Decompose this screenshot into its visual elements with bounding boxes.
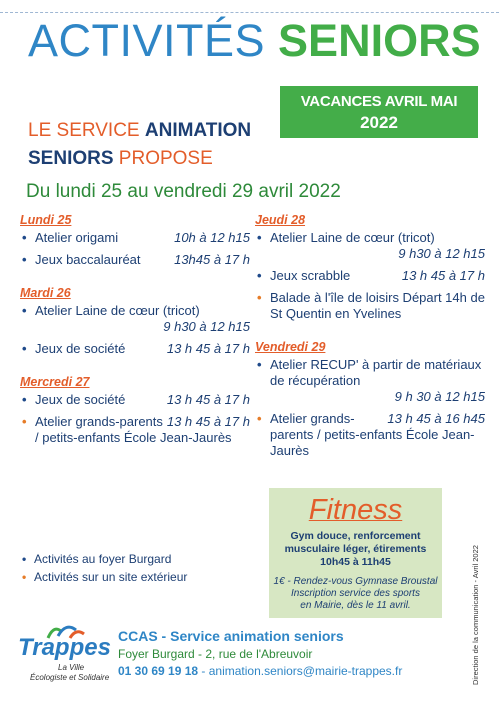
fitness-title: Fitness xyxy=(308,494,403,526)
activity-time: 13 h 45 à 17 h xyxy=(166,392,250,407)
activity-label: Atelier RECUP' à partir de matériaux de récupération xyxy=(270,357,482,388)
badge-line-1: VACANCES AVRIL MAI xyxy=(300,93,458,110)
intro-w3: SENIORS xyxy=(28,148,114,169)
footer-phone: 01 30 69 19 18 xyxy=(118,664,199,678)
blue-bullet-icon: • xyxy=(22,552,27,566)
activity-item xyxy=(255,290,485,322)
side-note xyxy=(470,545,482,685)
fitness-info-1: 1€ - Rendez-vous Gymnase Broustal xyxy=(273,576,438,587)
intro-w1: LE SERVICE xyxy=(28,120,145,141)
side-note-text: Direction de la communication - Avril 2022 xyxy=(471,545,480,685)
fitness-box xyxy=(269,488,442,618)
footer-service: CCAS - Service animation seniors xyxy=(118,628,344,644)
logo-tag-1: La Ville xyxy=(58,663,85,672)
activity-item xyxy=(255,230,485,262)
activity-label: Jeux de société xyxy=(35,341,126,356)
activity-label: Atelier origami xyxy=(35,230,119,245)
fitness-desc-3: 10h45 à 11h45 xyxy=(320,556,391,568)
footer xyxy=(118,628,402,678)
badge-line-2: 2022 xyxy=(360,113,398,132)
day-heading: Lundi 25 xyxy=(20,213,72,227)
activity-time: 13 h 45 à 16 h45 xyxy=(387,411,485,426)
activity-item xyxy=(20,414,250,446)
activity-time: 9 h30 à 12 h15 xyxy=(398,246,485,261)
activity-item xyxy=(255,268,485,284)
activity-time: 13 h 45 à 17 h xyxy=(401,268,485,283)
blue-bullet-icon: • xyxy=(22,252,27,267)
activity-item xyxy=(20,341,250,357)
activity-time: 13h45 à 17 h xyxy=(174,252,250,267)
activity-item xyxy=(255,357,485,405)
activity-label: Jeux baccalauréat xyxy=(35,252,141,267)
title-seniors: SENIORS xyxy=(278,15,481,66)
footer-email[interactable]: animation.seniors@mairie-trappes.fr xyxy=(208,664,403,678)
blue-bullet-icon: • xyxy=(22,392,27,407)
blue-bullet-icon: • xyxy=(257,357,262,372)
legend xyxy=(22,550,187,586)
trappes-logo xyxy=(18,622,111,682)
activity-time: 10h à 12 h15 xyxy=(174,230,250,245)
page-title xyxy=(28,15,481,66)
activity-time: 9 h 30 à 12 h15 xyxy=(394,389,485,404)
vacances-badge xyxy=(280,86,478,138)
activity-time: 9 h30 à 12 h15 xyxy=(163,319,250,334)
blue-bullet-icon: • xyxy=(22,230,27,245)
logo-name: Trappes xyxy=(18,634,111,661)
top-dashed-rule xyxy=(0,12,499,13)
title-activites: ACTIVITÉS xyxy=(28,15,279,66)
logo-tag-2: Écologiste et Solidaire xyxy=(30,673,110,682)
footer-address: Foyer Burgard - 2, rue de l'Abreuvoir xyxy=(118,647,313,661)
footer-contact: 01 30 69 19 18 - animation.seniors@mairie-trappes.fr xyxy=(118,664,403,678)
activity-time: 13 h 45 à 17 h xyxy=(166,414,250,429)
activity-item xyxy=(255,411,485,459)
blue-bullet-icon: • xyxy=(257,230,262,245)
fitness-desc-1: Gym douce, renforcement xyxy=(290,530,421,542)
day-heading: Mercredi 27 xyxy=(20,375,90,389)
activity-time: 13 h 45 à 17 h xyxy=(166,341,250,356)
activity-label: Atelier grands-parents / petits-enfants École Jean-Jaurès xyxy=(270,411,475,458)
activity-item xyxy=(20,230,250,246)
blue-bullet-icon: • xyxy=(257,268,262,283)
fitness-desc-2: musculaire léger, étirements xyxy=(284,543,427,555)
day-heading: Mardi 26 xyxy=(20,286,71,300)
intro-w2: ANIMATION xyxy=(144,120,252,141)
intro-w4: PROPOSE xyxy=(113,148,213,169)
activity-label: Balade à l'île de loisirs Départ 14h de St Quentin en Yvelines xyxy=(270,290,485,321)
legend-foyer: • Activités au foyer Burgard xyxy=(22,552,172,566)
activity-label: Jeux scrabble xyxy=(270,268,351,283)
legend-exterieur: • Activités sur un site extérieur xyxy=(22,570,188,584)
intro-text xyxy=(28,117,251,173)
blue-bullet-icon: • xyxy=(22,303,27,318)
activity-item xyxy=(20,392,250,408)
activity-label: Atelier Laine de cœur (tricot) xyxy=(35,303,200,318)
activity-label: Jeux de société xyxy=(35,392,126,407)
orange-bullet-icon: • xyxy=(22,414,27,429)
activity-label: Atelier Laine de cœur (tricot) xyxy=(270,230,435,245)
schedule-right-column xyxy=(255,213,485,465)
fitness-info-2: Inscription service des sports xyxy=(291,588,420,599)
schedule-left-column xyxy=(20,213,250,452)
activity-label: Atelier grands-parents / petits-enfants École Jean-Jaurès xyxy=(35,414,232,445)
orange-bullet-icon: • xyxy=(257,411,262,426)
blue-bullet-icon: • xyxy=(22,341,27,356)
orange-bullet-icon: • xyxy=(257,290,262,305)
activity-item xyxy=(20,303,250,335)
day-heading: Jeudi 28 xyxy=(255,213,306,227)
orange-bullet-icon: • xyxy=(22,570,27,584)
activity-item xyxy=(20,252,250,268)
fitness-info-3: en Mairie, dès le 11 avril. xyxy=(300,600,411,611)
date-range: Du lundi 25 au vendredi 29 avril 2022 xyxy=(26,181,341,202)
day-heading: Vendredi 29 xyxy=(255,340,326,354)
